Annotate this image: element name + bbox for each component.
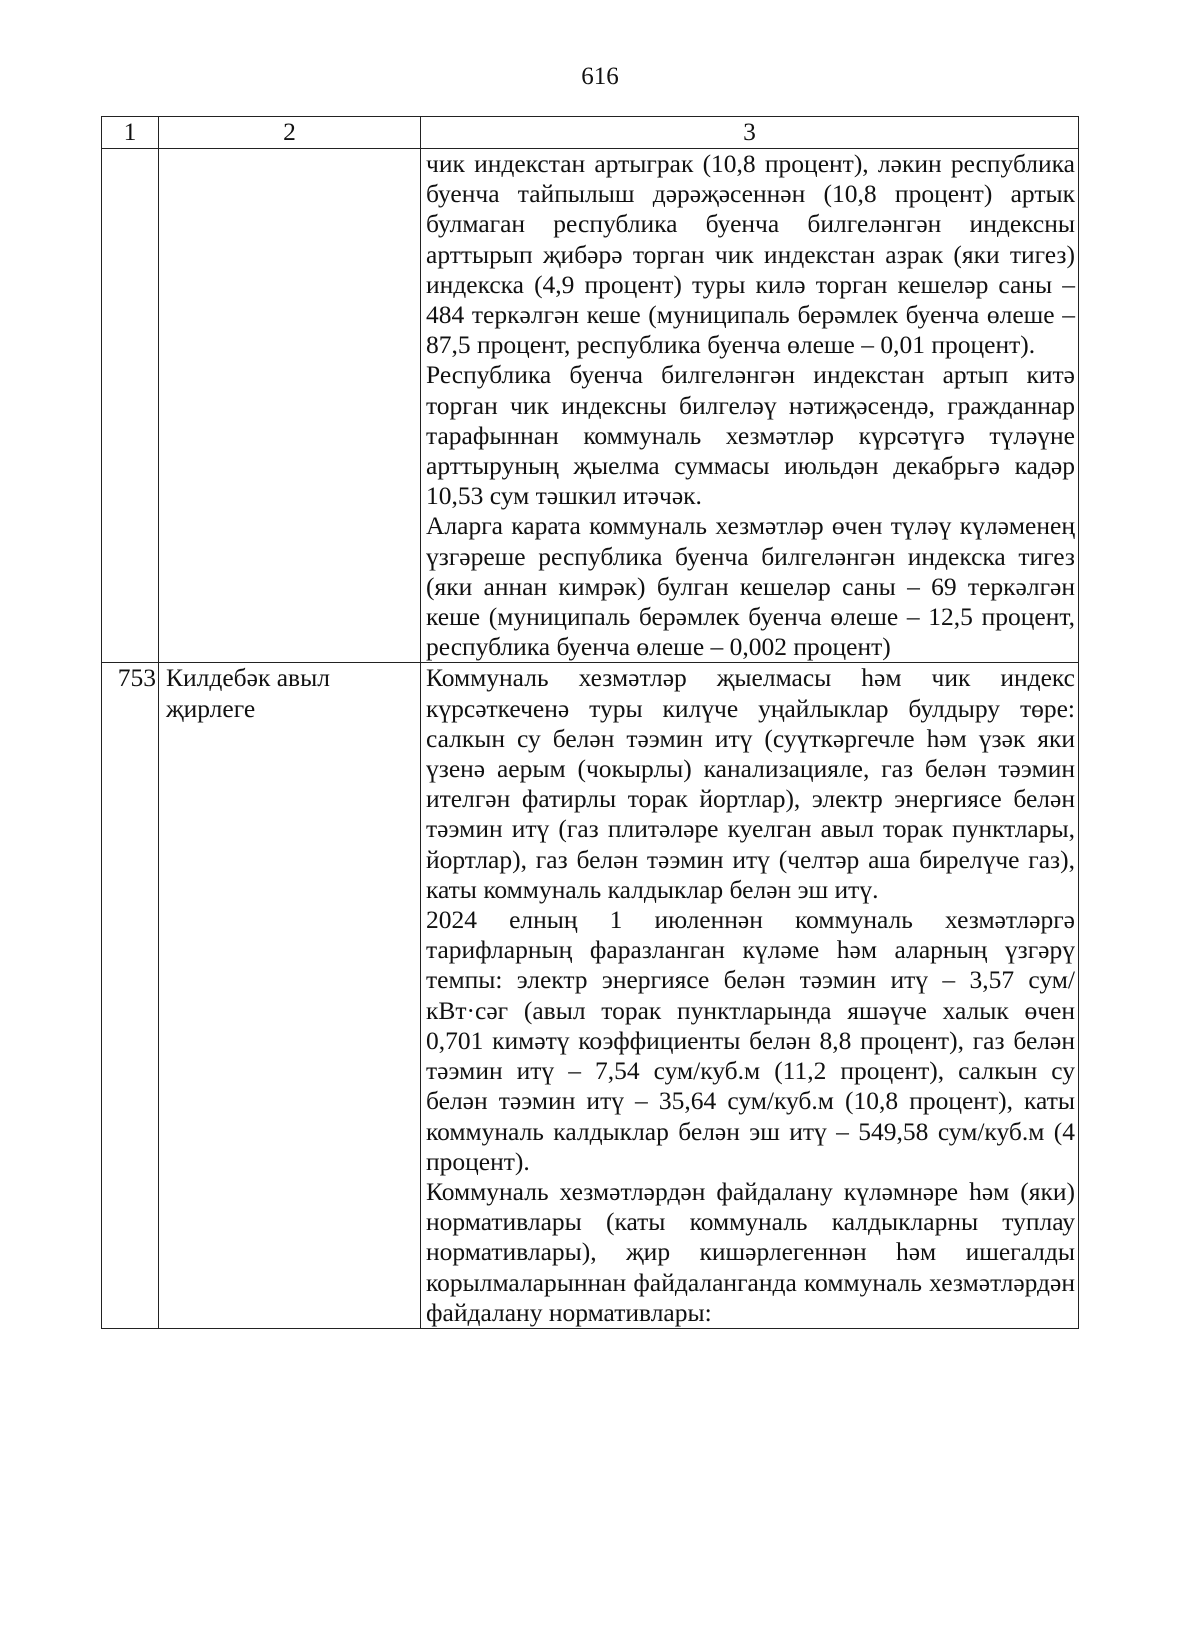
description-cell (421, 663, 1079, 1328)
header-row (102, 117, 1079, 149)
paragraph: 2024 елның 1 июленнән коммуналь хезмәтләргә тарифларның фаразланган күләме һәм аларның үзгәрү темпы: электр энергиясе белән тәэмин итү – 3,57 сум/кВт·сәг (авыл торак пунктларында яшәүче халык өчен 0,701 кимәтү коэффициенты белән 8,8 процент), газ белән тәэмин итү – 7,54 сум/куб.м (11,2 процент), салкын су белән тәэмин итү – 35,64 сум/куб.м (10,8 процент), каты коммуналь калдыклар белән эш итү – 549,58 сум/куб.м (4 процент). (426, 905, 1075, 1176)
row-number-cell (102, 149, 159, 663)
table-row-753 (102, 663, 1079, 1328)
table-row-continuation (102, 149, 1079, 663)
page-number: 616 (581, 63, 619, 90)
paragraph: Коммуналь хезмәтләр җыелмасы һәм чик индекс күрсәткеченә туры килүче уңайлыклар булдыру төре: салкын су белән тәэмин итү (суүткәргечле һәм үзәк яки үзенә аерым (чокырлы) канализацияле, газ белән тәэмин ителгән фатирлы торак йортлар), электр энергиясе белән тәэмин итү (газ плитәләре куелган авыл торак пунктлары, йортлар), газ белән тәэмин итү (челтәр аша бирелүче газ), каты коммуналь калдыклар белән эш итү. (426, 663, 1075, 904)
column-header-3: 3 (421, 117, 1079, 149)
settlement-name-cell (159, 149, 421, 663)
paragraph: Коммуналь хезмәтләрдән файдалану күләмнәре һәм (яки) нормативлары (каты коммуналь калдыкларны туплау нормативлары), җир кишәрлегеннән һәм ишегалды корылмаларыннан файдаланганда коммуналь хезмәтләрдән файдалану нормативлары: (426, 1176, 1075, 1327)
paragraph: Аларга карата коммуналь хезмәтләр өчен түләү күләменең үзгәреше республика буенча билгеләнгән индекска тигез (яки аннан кимрәк) булган кешеләр саны – 69 теркәлгән кеше (муниципаль берәмлек буенча өлеше – 12,5 процент, республика буенча өлеше – 0,002 процент) (426, 511, 1075, 662)
settlement-name-cell: Килдебәк авыл җирлеге (159, 663, 421, 1328)
paragraph: Республика буенча билгеләнгән индекстан артып китә торган чик индексны билгеләү нәтиҗәсендә, гражданнар тарафыннан коммуналь хезмәтләр күрсәтүгә түләүне арттыруның җыелма суммасы июльдән декабрьгә кадәр 10,53 сум тәшкил итәчәк. (426, 360, 1075, 511)
description-cell (421, 149, 1079, 663)
row-number-cell: 753 (102, 663, 159, 1328)
document-table (101, 116, 1079, 1329)
column-header-1: 1 (102, 117, 159, 149)
paragraph: чик индекстан артыграк (10,8 процент), ләкин республика буенча тайпылыш дәрәҗәсеннән (10,8 процент) артык булмаган республика буенча билгеләнгән индексны арттырып җибәрә торган чик индекстан азрак (яки тигез) индекска (4,9 процент) туры килә торган кешеләр саны – 484 теркәлгән кеше (муниципаль берәмлек буенча өлеше – 87,5 процент, республика буенча өлеше – 0,01 процент). (426, 149, 1075, 360)
column-header-2: 2 (159, 117, 421, 149)
